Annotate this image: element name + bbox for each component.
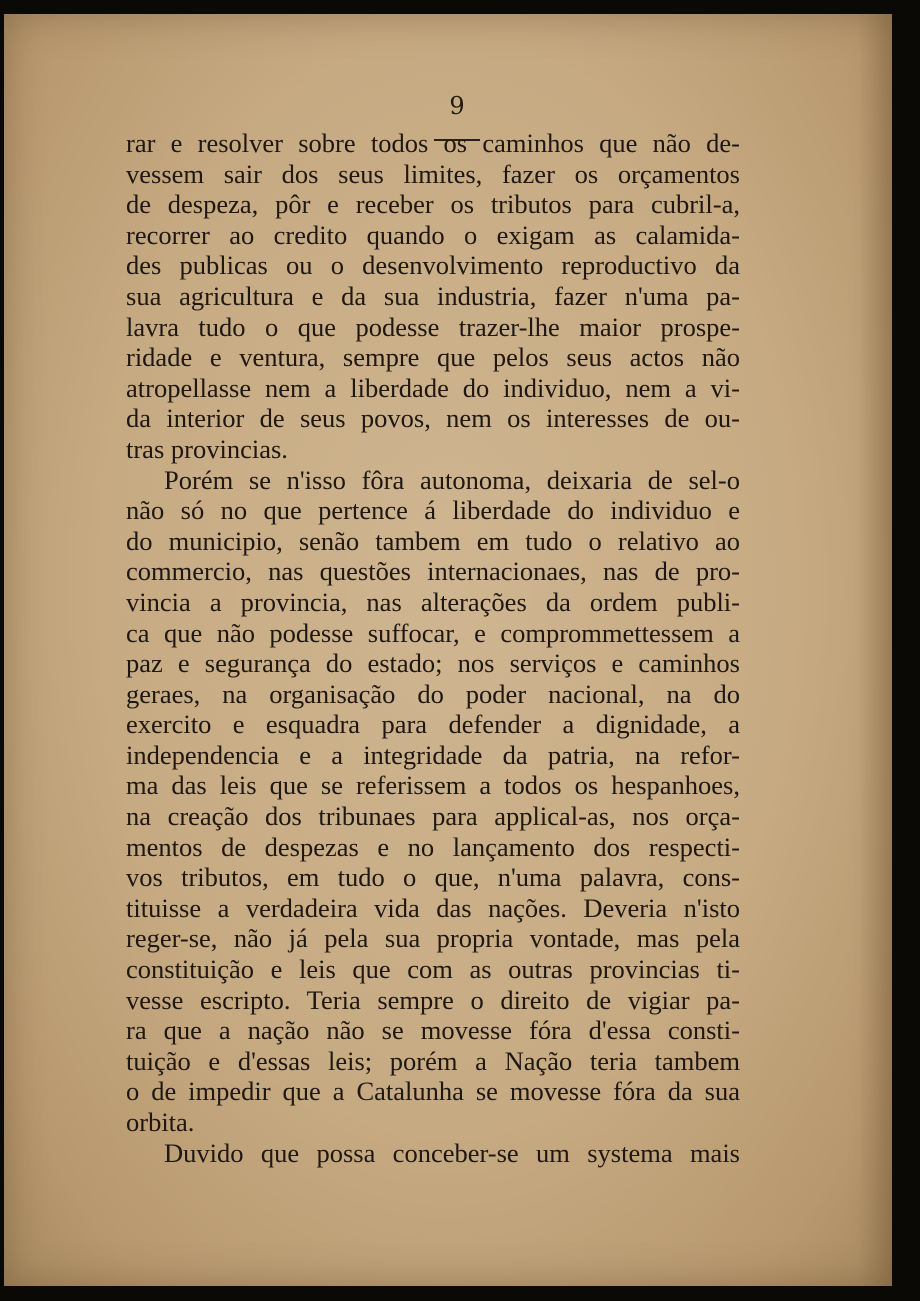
paragraph <box>126 465 740 1138</box>
paragraph <box>126 1138 740 1169</box>
text-line: tuição e d'essas leis; porém a Nação teria tambem <box>126 1045 740 1076</box>
text-line: rar e resolver sobre todos os caminhos que não de- <box>126 128 740 158</box>
text-line: do municipio, senão tambem em tudo o relativo ao <box>126 525 740 556</box>
text-line: vos tributos, em tudo o que, n'uma palavra, cons- <box>126 862 740 893</box>
text-line: orbita. <box>126 1107 195 1137</box>
text-line: commercio, nas questões internacionaes, nas de pro- <box>126 556 740 587</box>
text-line: ra que a nação não se movesse fóra d'essa consti- <box>126 1015 740 1046</box>
text-line: atropellasse nem a liberdade do individuo, nem a vi- <box>126 372 740 403</box>
text-line: exercito e esquadra para defender a dignidade, a <box>126 709 740 740</box>
text-line: vessem sair dos seus limites, fazer os orçamentos <box>126 158 740 189</box>
text-line: vesse escripto. Teria sempre o direito de vigiar pa- <box>126 984 740 1015</box>
text-line: o de impedir que a Catalunha se movesse fóra da sua <box>126 1076 740 1107</box>
paragraph <box>126 128 740 465</box>
body-text <box>126 128 740 1168</box>
page-number: 9 <box>449 92 465 120</box>
text-line: tras provincias. <box>126 433 288 464</box>
text-line: lavra tudo o que podesse trazer-lhe maior prospe- <box>126 311 740 342</box>
text-line: Porém se n'isso fôra autonoma, deixaria de sel-o <box>164 464 740 495</box>
text-line: na creação dos tribunaes para applical-as, nos orça- <box>126 801 740 832</box>
text-line: Duvido que possa conceber-se um systema mais <box>164 1137 740 1168</box>
text-line: paz e segurança do estado; nos serviços e caminhos <box>126 648 740 679</box>
text-line: de despeza, pôr e receber os tributos para cubril-a, <box>126 189 740 220</box>
text-line: reger-se, não já pela sua propria vontade, mas pela <box>126 923 740 954</box>
text-line: ridade e ventura, sempre que pelos seus actos não <box>126 342 740 373</box>
text-line: independencia e a integridade da patria, na refor- <box>126 739 740 770</box>
text-line: geraes, na organisação do poder nacional, na do <box>126 678 740 709</box>
text-line: vincia a provincia, nas alterações da ordem publi- <box>126 586 740 617</box>
text-line: sua agricultura e da sua industria, fazer n'uma pa- <box>126 280 740 311</box>
text-line: mentos de despezas e no lançamento dos respecti- <box>126 831 740 862</box>
text-line: não só no que pertence á liberdade do individuo e <box>126 495 740 526</box>
text-line: ma das leis que se referissem a todos os hespanhoes, <box>126 770 740 801</box>
text-line: tituisse a verdadeira vida das nações. Deveria n'isto <box>126 892 740 923</box>
text-line: ca que não podesse suffocar, e comprommettessem a <box>126 617 740 648</box>
text-line: des publicas ou o desenvolvimento reproductivo da <box>126 250 740 281</box>
text-line: constituição e leis que com as outras provincias ti- <box>126 954 740 985</box>
text-line: recorrer ao credito quando o exigam as calamida- <box>126 219 740 250</box>
text-line: da interior de seus povos, nem os interesses de ou- <box>126 403 740 434</box>
